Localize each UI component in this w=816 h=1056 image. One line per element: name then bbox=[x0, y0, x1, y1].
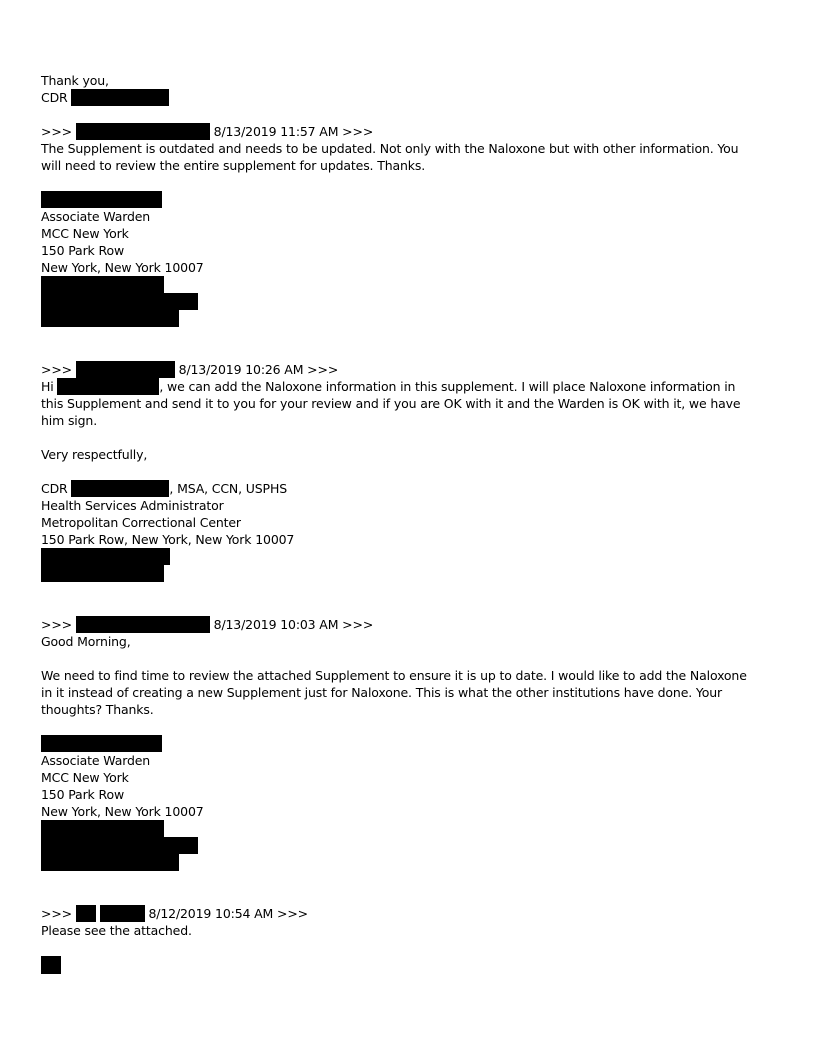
signer-line bbox=[41, 89, 761, 106]
greeting: Good Morning, bbox=[41, 634, 131, 649]
redaction-box bbox=[41, 956, 61, 974]
redaction-box bbox=[76, 616, 210, 633]
redaction-box bbox=[41, 837, 198, 854]
message-timestamp: 8/12/2019 10:54 AM bbox=[148, 906, 274, 921]
message-timestamp: 8/13/2019 11:57 AM bbox=[213, 124, 339, 139]
signature-title: Health Services Administrator bbox=[41, 498, 224, 513]
quote-marker: >>> bbox=[307, 362, 339, 377]
signature-address: 150 Park Row, New York, New York 10007 bbox=[41, 532, 295, 547]
signer-line bbox=[41, 480, 761, 497]
rank-label: CDR bbox=[41, 90, 68, 105]
signature-org: MCC New York bbox=[41, 226, 129, 241]
redaction-box bbox=[41, 565, 164, 582]
message-body: Please see the attached. bbox=[41, 923, 192, 938]
quote-marker: >>> bbox=[342, 617, 374, 632]
redaction-box bbox=[41, 310, 179, 327]
redaction-box bbox=[100, 905, 145, 922]
redaction-box bbox=[41, 735, 162, 752]
signature-address: 150 Park Row bbox=[41, 243, 125, 258]
redaction-box bbox=[76, 123, 210, 140]
quote-marker: >>> bbox=[41, 124, 72, 139]
redaction-box bbox=[41, 854, 179, 871]
message-text: , we can add the Naloxone information in this supplement. I will place Naloxone information in this Supplement and send it to you for your review and if you are OK with it and the Warden is OK with it, we have him sign. bbox=[41, 379, 741, 428]
message-header bbox=[41, 123, 761, 140]
signature-title: Associate Warden bbox=[41, 753, 151, 768]
closing-line: Very respectfully, bbox=[41, 447, 148, 462]
signature-org: MCC New York bbox=[41, 770, 129, 785]
message-body: The Supplement is outdated and needs to be updated. Not only with the Naloxone but with other information. You will need to review the entire supplement for updates. Thanks. bbox=[41, 141, 739, 173]
redaction-box bbox=[41, 293, 198, 310]
greeting: Hi bbox=[41, 379, 54, 394]
quote-marker: >>> bbox=[277, 906, 308, 921]
signature-title: Associate Warden bbox=[41, 209, 151, 224]
message-timestamp: 8/13/2019 10:26 AM bbox=[178, 362, 304, 377]
thanks-line: Thank you, bbox=[41, 73, 109, 88]
redaction-box bbox=[41, 191, 162, 208]
redaction-box bbox=[41, 548, 170, 565]
quote-marker: >>> bbox=[41, 906, 72, 921]
quote-marker: >>> bbox=[41, 617, 72, 632]
signature-city: New York, New York 10007 bbox=[41, 804, 204, 819]
rank-label: CDR bbox=[41, 481, 68, 496]
message-body: We need to find time to review the attached Supplement to ensure it is up to date. I would like to add the Naloxone in it instead of creating a new Supplement just for Naloxone. This is what the other institutions have done. Your thoughts? Thanks. bbox=[41, 668, 747, 717]
redaction-box bbox=[76, 361, 175, 378]
redaction-box bbox=[71, 89, 169, 106]
message-header bbox=[41, 361, 761, 378]
message-header bbox=[41, 905, 761, 922]
credentials: , MSA, CCN, USPHS bbox=[169, 481, 287, 496]
message-body bbox=[41, 378, 761, 429]
signature-address: 150 Park Row bbox=[41, 787, 125, 802]
quote-marker: >>> bbox=[41, 362, 72, 377]
redaction-box bbox=[57, 378, 159, 395]
redaction-box bbox=[41, 276, 164, 293]
quote-marker: >>> bbox=[342, 124, 374, 139]
signature-org: Metropolitan Correctional Center bbox=[41, 515, 241, 530]
email-thread bbox=[41, 72, 761, 974]
redaction-box bbox=[41, 820, 164, 837]
redaction-box bbox=[71, 480, 169, 497]
signature-city: New York, New York 10007 bbox=[41, 260, 204, 275]
message-header bbox=[41, 616, 761, 633]
redaction-box bbox=[76, 905, 96, 922]
message-timestamp: 8/13/2019 10:03 AM bbox=[213, 617, 339, 632]
